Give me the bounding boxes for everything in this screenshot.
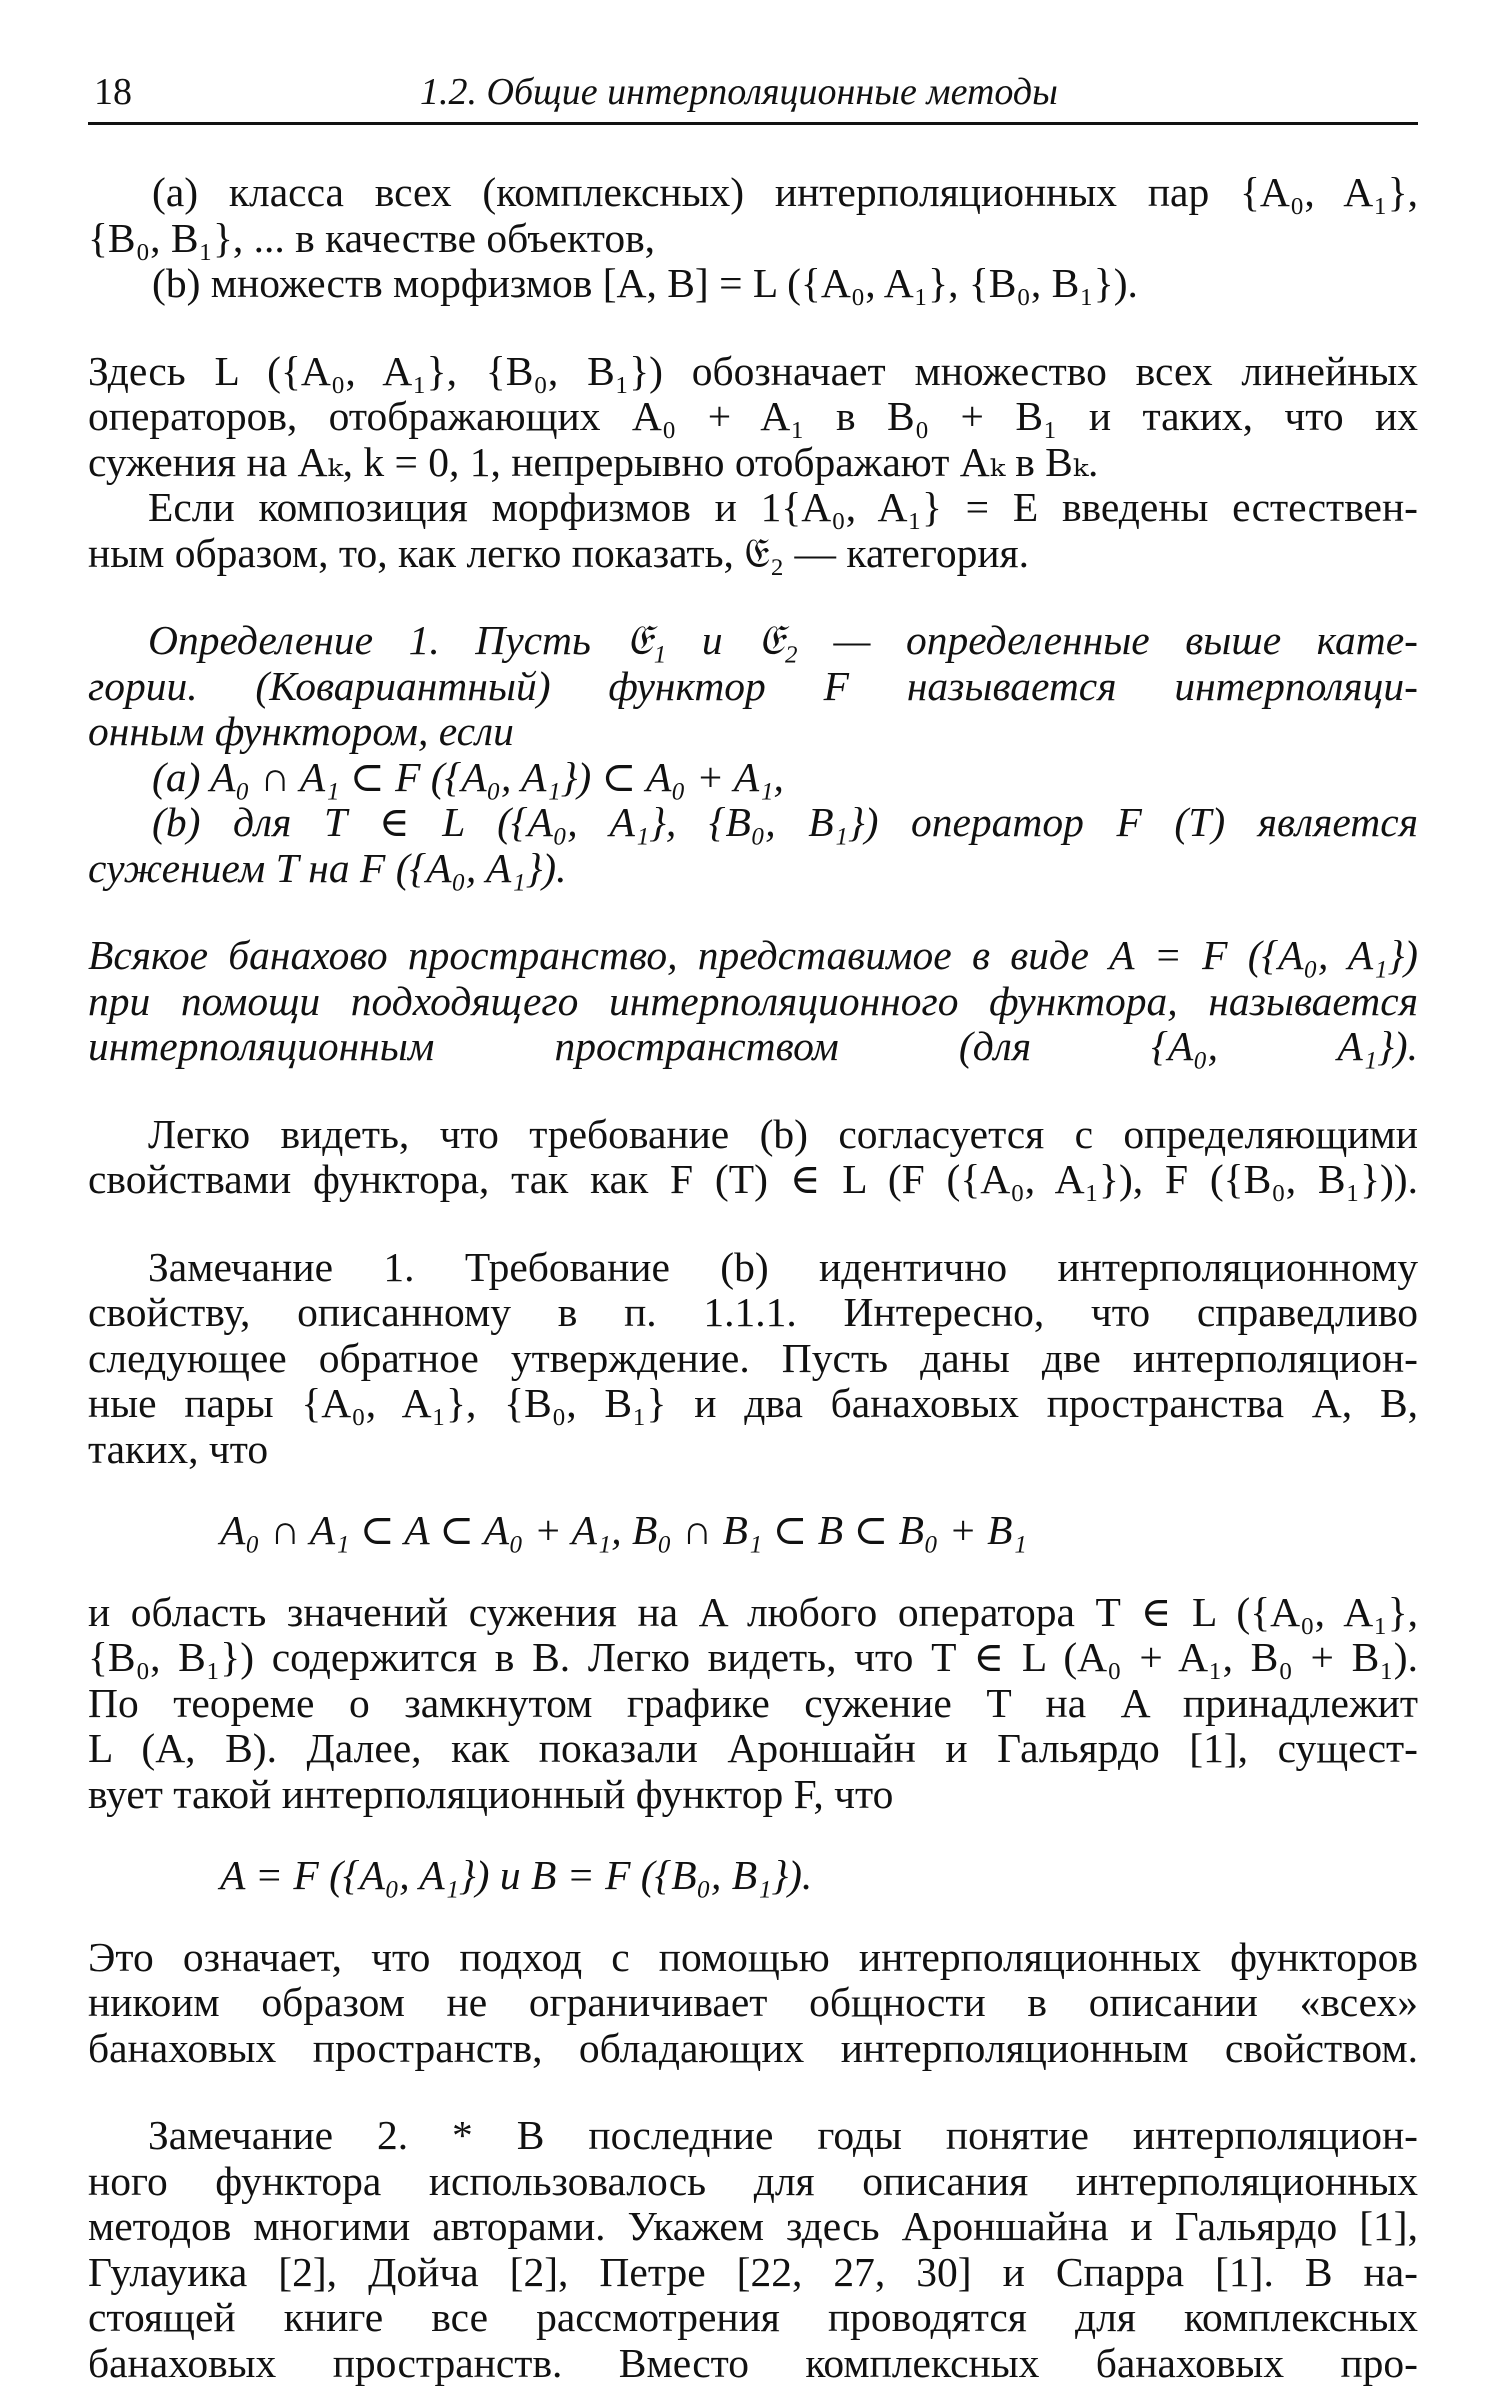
spacer <box>88 2071 1418 2113</box>
text-line: стоящей книге все рассмотрения проводятся для комплексных <box>88 2295 1418 2341</box>
text-line: банаховых пространств. Вместо комплексных банаховых про- <box>88 2341 1418 2386</box>
text-line: ного функтора использовалось для описания интерполяционных <box>88 2159 1418 2205</box>
text-line: Легко видеть, что требование (b) согласуется с определяющими <box>88 1112 1418 1158</box>
display-formula: A = F ({A₀, A₁}) и B = F ({B₀, B₁}). <box>88 1853 1418 1899</box>
text-line: и область значений сужения на A любого оператора T ∈ L ({A₀, A₁}, <box>88 1590 1418 1636</box>
spacer <box>88 1554 1418 1590</box>
text-line: банаховых пространств, обладающих интерполяционным свойством. <box>88 2026 1418 2072</box>
running-title: 1.2. Общие интерполяционные методы <box>420 70 1058 114</box>
text-line: (b) множеств морфизмов [A, B] = L ({A₀, A₁}, {B₀, B₁}). <box>88 261 1418 307</box>
text-line: таких, что <box>88 1427 1418 1473</box>
text-line: Замечание 1. Требование (b) идентично интерполяционному <box>88 1245 1418 1291</box>
definition-line: сужением T на F ({A₀, A₁}). <box>88 846 1418 892</box>
text-line: Замечание 2. * В последние годы понятие интерполяцион- <box>88 2113 1418 2159</box>
text-line: Если композиция морфизмов и 1{A₀, A₁} = E введены естествен- <box>88 485 1418 531</box>
definition-line: (a) A₀ ∩ A₁ ⊂ F ({A₀, A₁}) ⊂ A₀ + A₁, <box>88 755 1418 801</box>
definition-line: Определение 1. Пусть 𝔈₁ и 𝔈₂ — определенные выше кате- <box>88 618 1418 664</box>
spacer <box>88 1203 1418 1245</box>
spacer <box>88 1817 1418 1853</box>
spacer <box>88 576 1418 618</box>
text-line: операторов, отображающих A₀ + A₁ в B₀ + B₁ и таких, что их <box>88 394 1418 440</box>
definition-line: онным функтором, если <box>88 709 1418 755</box>
text-line: вует такой интерполяционный функтор F, что <box>88 1772 1418 1818</box>
text-line: L (A, B). Далее, как показали Ароншайн и Гальярдо [1], сущест- <box>88 1726 1418 1772</box>
text-line: никоим образом не ограничивает общности в описании «всех» <box>88 1980 1418 2026</box>
spacer <box>88 1899 1418 1935</box>
text-line: {B₀, B₁}, ... в качестве объектов, <box>88 216 1418 262</box>
text-line: {B₀, B₁}) содержится в B. Легко видеть, что T ∈ L (A₀ + A₁, B₀ + B₁). <box>88 1635 1418 1681</box>
text-line: при помощи подходящего интерполяционного функтора, называется <box>88 979 1418 1025</box>
definition-line: гории. (Ковариантный) функтор F называется интерполяци- <box>88 664 1418 710</box>
text-line: Гулауика [2], Дойча [2], Петре [22, 27, 30] и Спарра [1]. В на- <box>88 2250 1418 2296</box>
display-formula: A₀ ∩ A₁ ⊂ A ⊂ A₀ + A₁, B₀ ∩ B₁ ⊂ B ⊂ B₀ + B₁ <box>88 1508 1418 1554</box>
text-line: свойству, описанному в п. 1.1.1. Интересно, что справедливо <box>88 1290 1418 1336</box>
running-header <box>88 66 1418 125</box>
page-number: 18 <box>94 70 132 114</box>
text-line: следующее обратное утверждение. Пусть даны две интерполяцион- <box>88 1336 1418 1382</box>
spacer <box>88 1070 1418 1112</box>
text-line: Здесь L ({A₀, A₁}, {B₀, B₁}) обозначает множество всех линейных <box>88 349 1418 395</box>
page <box>88 66 1418 125</box>
text-line: свойствами функтора, так как F (T) ∈ L (F ({A₀, A₁}), F ({B₀, B₁})). <box>88 1157 1418 1203</box>
text-line: методов многими авторами. Укажем здесь Ароншайна и Гальярдо [1], <box>88 2204 1418 2250</box>
spacer <box>88 891 1418 933</box>
text-line: сужения на Aₖ, k = 0, 1, непрерывно отображают Aₖ в Bₖ. <box>88 440 1418 486</box>
text-line: Всякое банахово пространство, представимое в виде A = F ({A₀, A₁}) <box>88 933 1418 979</box>
text-line: интерполяционным пространством (для {A₀, A₁}). <box>88 1024 1418 1070</box>
spacer <box>88 307 1418 349</box>
text-line: ные пары {A₀, A₁}, {B₀, B₁} и два банаховых пространства A, B, <box>88 1381 1418 1427</box>
text-line: ным образом, то, как легко показать, 𝔈₂ — категория. <box>88 531 1418 577</box>
text-line: (a) класса всех (комплексных) интерполяционных пар {A₀, A₁}, <box>88 170 1418 216</box>
page-body <box>88 170 1418 2386</box>
text-line: Это означает, что подход с помощью интерполяционных функторов <box>88 1935 1418 1981</box>
spacer <box>88 1472 1418 1508</box>
text-line: По теореме о замкнутом графике сужение T на A принадлежит <box>88 1681 1418 1727</box>
definition-line: (b) для T ∈ L ({A₀, A₁}, {B₀, B₁}) оператор F (T) является <box>88 800 1418 846</box>
